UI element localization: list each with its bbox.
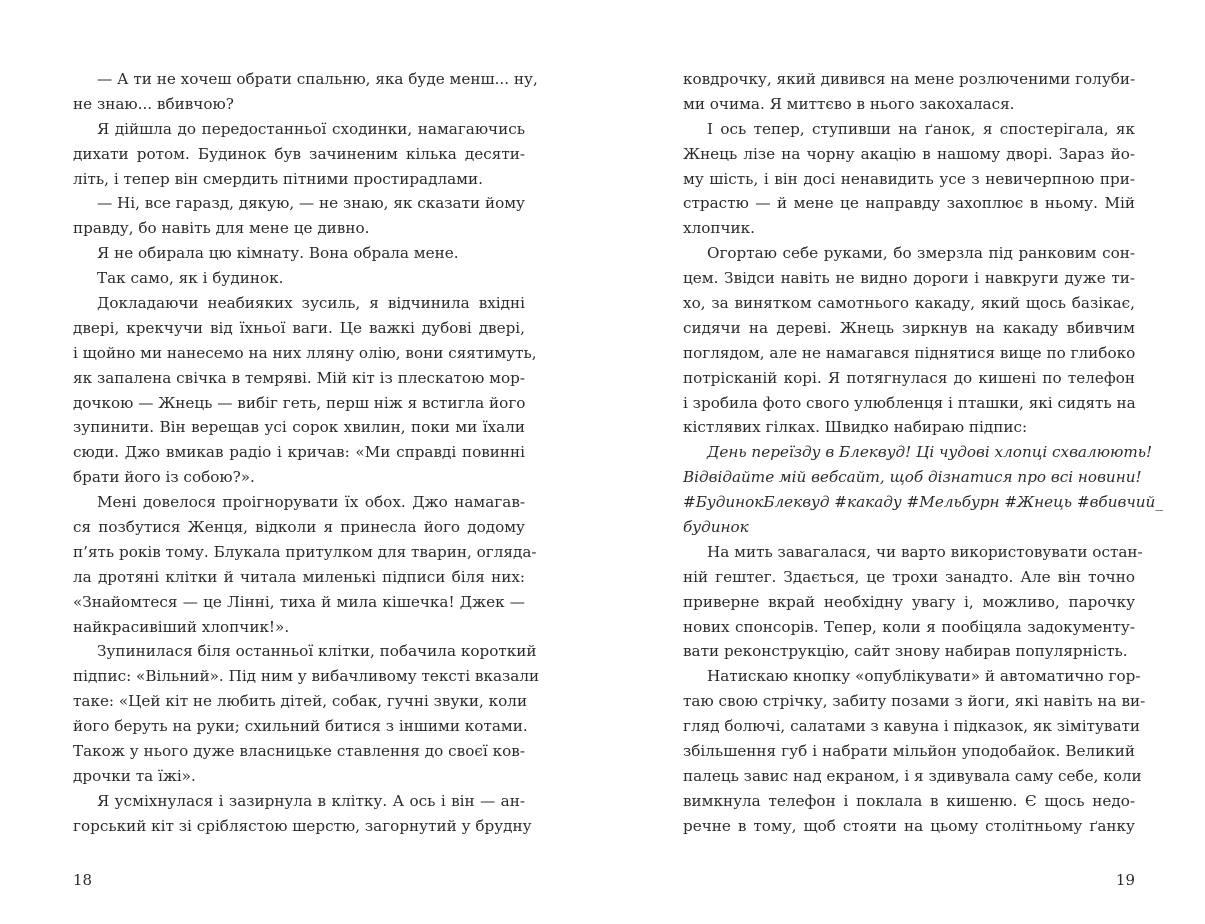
text-line: не знаю... вбивчою? [73, 94, 234, 113]
text-line: Докладаючи неабияких зусиль, я відчинила вхідні [97, 294, 525, 313]
text-line: Я дійшла до передостанньої сходинки, намагаючись [97, 119, 525, 138]
text-line: дочкою — Жнець — вибіг геть, перш ніж я встигла його [73, 393, 526, 412]
text-line: хо, за винятком самотнього какаду, який щось базікає, [683, 294, 1135, 313]
text-line: Мені довелося проігнорувати їх обох. Джо намагав- [97, 493, 525, 512]
page-number-left: 18 [73, 871, 93, 889]
text-line: будинок [683, 518, 749, 537]
text-line: літь, і тепер він смердить пітними простирадлами. [73, 169, 483, 188]
text-line: Натискаю кнопку «опублікувати» й автоматично гор- [707, 667, 1141, 686]
text-line: «Знайомтеся — це Лінні, тиха й мила кішечка! Джек — [73, 592, 525, 611]
text-line: зупинити. Він верещав усі сорок хвилин, поки ми їхали [73, 418, 525, 437]
text-line: дихати ротом. Будинок був зачиненим кілька десяти- [73, 144, 525, 163]
text-line: гляд болючі, салатами з кавуна і підказок, як зімітувати [683, 717, 1141, 736]
text-line: і зробила фото свого улюбленця і пташки, які сидять на [683, 393, 1136, 412]
text-line: Жнець лізе на чорну акацію в нашому дворі. Зараз йо- [683, 144, 1135, 163]
text-line: #БудинокБлеквуд #какаду #Мельбурн #Жнець #вбивчий_ [683, 493, 1163, 512]
text-line: ми очима. Я миттєво в нього закохалася. [683, 94, 1015, 113]
text-line: ній гештег. Здається, це трохи занадто. Але він точно [683, 567, 1135, 586]
text-line: — Ні, все гаразд, дякую, — не знаю, як сказати йому [97, 194, 525, 213]
text-line: ковдрочку, який дивився на мене розлюченими голуби- [683, 70, 1136, 88]
text-line: Так само, як і будинок. [97, 269, 284, 288]
text-line: Зупинилася біля останньої клітки, побачила короткий [97, 642, 537, 661]
text-line: двері, крекчучи від їхньої ваги. Це важкі дубові двері, [73, 318, 525, 337]
text-line: дрочки та їжі». [73, 766, 196, 785]
text-line: — А ти не хочеш обрати спальню, яка буде менш... ну, [97, 70, 538, 88]
text-line: п’ять років тому. Блукала притулком для тварин, огляда- [73, 542, 537, 561]
text-line: На мить завагалася, чи варто використовувати остан- [707, 542, 1143, 561]
text-line: нових спонсорів. Тепер, коли я пообіцяла задокументу- [683, 617, 1135, 636]
text-line: і щойно ми нанесемо на них лляну олію, вони сяятимуть, [73, 343, 537, 362]
text-line: ся позбутися Женця, відколи я принесла його додому [73, 518, 525, 537]
text-line: сидячи на дереві. Жнець зиркнув на какаду вбивчим [683, 318, 1135, 337]
text-line: брати його із собою?». [73, 468, 255, 487]
text-line: правду, бо навіть для мене це дивно. [73, 219, 370, 238]
text-line: страстю — й мене це направду захоплює в ньому. Мій [683, 194, 1135, 213]
text-line: хлопчик. [683, 219, 755, 238]
text-line: як запалена свічка в темряві. Мій кіт із плескатою мор- [73, 368, 525, 387]
text-line: І ось тепер, ступивши на ґанок, я спостерігала, як [707, 119, 1135, 138]
left-page-text [73, 67, 540, 839]
right-page-text [683, 67, 1163, 839]
text-line: вимкнула телефон і поклала в кишеню. Є щось недо- [683, 791, 1135, 810]
text-line: ла дротяні клітки й читала миленькі підписи біля них: [73, 567, 525, 586]
text-line: сюди. Джо вмикав радіо і кричав: «Ми справді повинні [73, 443, 525, 462]
text-line: таю свою стрічку, забиту позами з йоги, які навіть на ви- [683, 692, 1146, 711]
text-line: цем. Звідси навіть не видно дороги і навкруги дуже ти- [683, 269, 1135, 288]
text-line: горський кіт зі сріблястою шерстю, загорнутий у брудну [73, 816, 532, 835]
text-line: День переїзду в Блеквуд! Ці чудові хлопці схвалюють! [707, 443, 1153, 462]
text-line: Я не обирала цю кімнату. Вона обрала мене. [97, 244, 459, 263]
text-line: Також у нього дуже власницьке ставлення до своєї ков- [73, 742, 525, 761]
text-line: збільшення губ і набрати мільйон уподобайок. Великий [683, 742, 1135, 761]
text-line: му шість, і він досі ненавидить усе з невичерпною при- [683, 169, 1135, 188]
text-line: речне в тому, щоб стояти на цьому столітньому ґанку [683, 816, 1135, 835]
text-line: потрісканій корі. Я потягнулася до кишені по телефон [683, 368, 1135, 387]
text-line: поглядом, але не намагався піднятися вище по глибоко [683, 343, 1136, 362]
text-line: підпис: «Вільний». Під ним у вибачливому тексті вказали [73, 667, 540, 686]
text-line: вати реконструкцію, сайт знову набирав популярність. [683, 642, 1128, 661]
text-line: палець завис над екраном, і я здивувала саму себе, коли [683, 766, 1142, 785]
text-line: таке: «Цей кіт не любить дітей, собак, гучні звуки, коли [73, 692, 528, 711]
text-line: його беруть на руки; схильний битися з іншими котами. [73, 717, 528, 736]
text-line: Я усміхнулася і зазирнула в клітку. А ось і він — ан- [97, 791, 525, 810]
page-number-right: 19 [1115, 871, 1135, 889]
text-line: приверне вкрай необхідну увагу і, можливо, парочку [683, 592, 1135, 611]
text-line: Огортаю себе руками, бо змерзла під ранковим сон- [707, 244, 1135, 263]
text-line: Відвідайте мій вебсайт, щоб дізнатися про всі новини! [683, 468, 1142, 487]
text-line: найкрасивіший хлопчик!». [73, 617, 290, 636]
text-line: кістлявих гілках. Швидко набираю підпис: [683, 418, 1028, 437]
